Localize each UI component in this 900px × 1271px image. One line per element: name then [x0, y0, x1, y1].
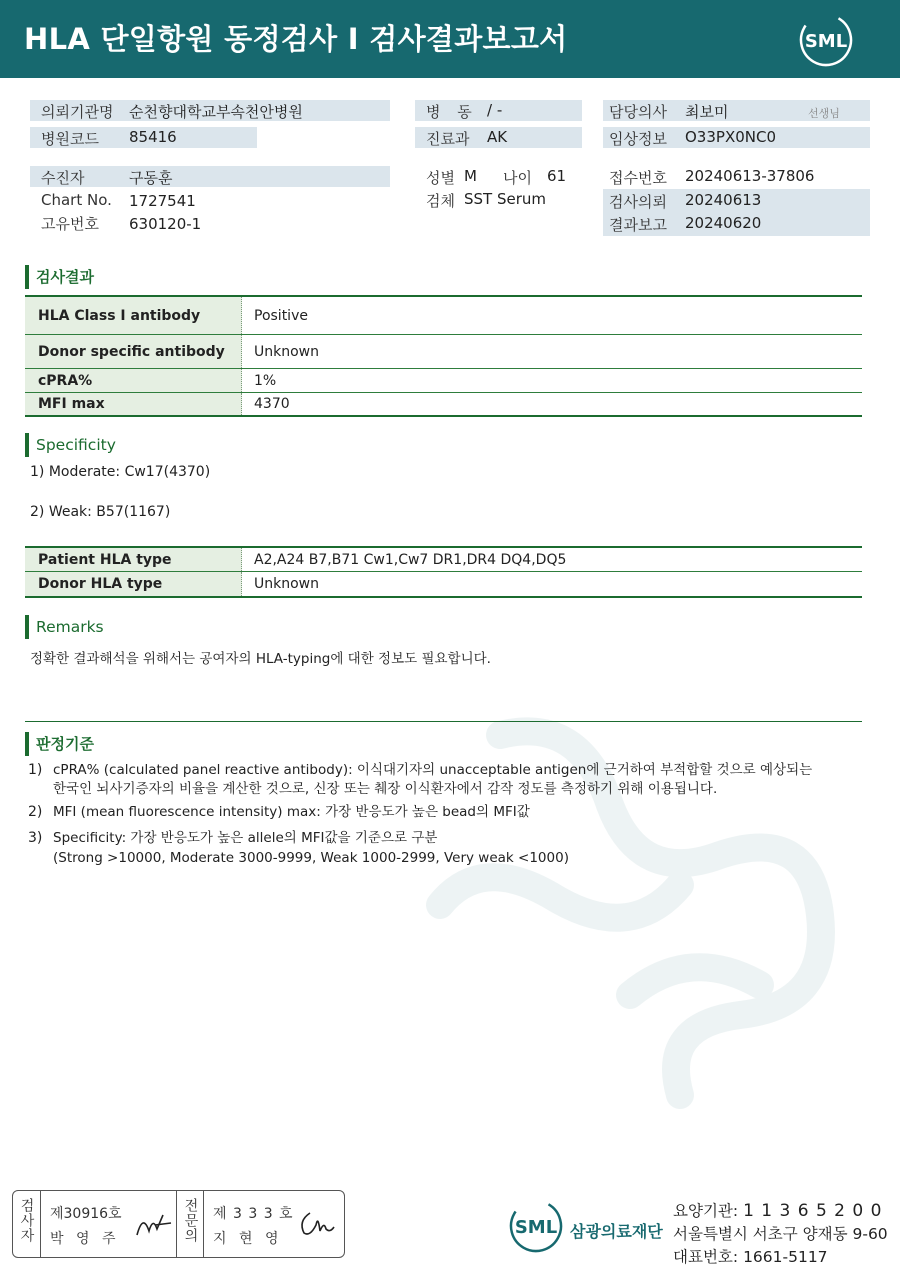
report-date-label: 결과보고 [609, 216, 667, 234]
criteria-num-3: 3) [28, 830, 43, 846]
watermark-cross-icon [380, 655, 880, 1125]
specificity-item-2: 2) Weak: B57(1167) [30, 504, 171, 520]
tester-number: 제30916호 [50, 1206, 122, 1222]
ward-label: 병 동 [426, 103, 478, 121]
specialist-number: 제 3 3 3 호 [213, 1206, 294, 1222]
hla-type-table [25, 546, 862, 598]
sex-label: 성별 [426, 169, 455, 187]
donor-hla-label: Donor HLA type [25, 572, 242, 596]
specialist-label: 전문의 [182, 1198, 199, 1243]
results-label-cpra: cPRA% [25, 369, 242, 392]
results-value-class1: Positive [254, 307, 308, 324]
tester-name: 박 영 주 [50, 1231, 120, 1247]
specificity-item-1: 1) Moderate: Cw17(4370) [30, 464, 211, 480]
specialist-name: 지 현 영 [213, 1231, 283, 1247]
tester-label: 검사자 [18, 1198, 35, 1243]
department-value: AK [487, 128, 508, 146]
chart-label: Chart No. [41, 191, 112, 209]
remarks-section-title: Remarks [25, 615, 104, 639]
footer-address: 서울특별시 서초구 양재동 9-60 [673, 1225, 888, 1243]
criteria-line-3a: Specificity: 가장 반응도가 높은 allele의 MFI값을 기준으로 구분 [53, 830, 438, 846]
specimen-label: 검체 [426, 192, 455, 210]
clinical-value: O33PX0NC0 [685, 128, 776, 146]
age-value: 61 [547, 167, 567, 185]
table-row [25, 297, 862, 335]
id-label: 고유번호 [41, 215, 99, 233]
criteria-section-title: 판정기준 [25, 732, 94, 756]
footer-sml-logo-icon [508, 1198, 564, 1254]
patient-value: 구동훈 [129, 169, 173, 187]
signature-box [12, 1190, 345, 1258]
institution-label: 의뢰기관명 [41, 103, 114, 121]
hospital-code-value: 85416 [129, 128, 177, 146]
criteria-line-1b: 한국인 뇌사기증자의 비율을 계산한 것으로, 신장 또는 췌장 이식환자에서 감작 정도를 측정하기 위해 이용됩니다. [53, 781, 718, 797]
table-row [25, 369, 862, 393]
footer-org-code: 1 1 3 6 5 2 0 0 [743, 1201, 883, 1221]
specialist-signature-icon [296, 1207, 336, 1239]
results-table [25, 295, 862, 417]
specimen-value: SST Serum [464, 190, 547, 208]
doctor-value: 최보미 [685, 103, 729, 121]
svg-text:SML: SML [514, 1217, 558, 1238]
footer-phone-row [673, 1245, 828, 1267]
hospital-code-label: 병원코드 [41, 130, 99, 148]
table-row [25, 335, 862, 369]
table-row [25, 548, 862, 572]
id-value: 630120-1 [129, 215, 202, 233]
receipt-value: 20240613-37806 [685, 167, 815, 185]
footer-phone: 1661-5117 [743, 1248, 828, 1266]
sml-logo-icon [798, 12, 854, 68]
footer-phone-label: 대표번호: [673, 1248, 739, 1266]
footer-org-code-label: 요양기관: [673, 1202, 739, 1220]
report-title: HLA 단일항원 동정검사 I 검사결과보고서 [24, 22, 568, 56]
section-divider [25, 721, 862, 722]
doctor-suffix: 선생님 [808, 107, 840, 120]
institution-value: 순천향대학교부속천안병원 [129, 103, 303, 121]
receipt-label: 접수번호 [609, 169, 667, 187]
patient-hla-value: A2,A24 B7,B71 Cw1,Cw7 DR1,DR4 DQ4,DQ5 [254, 551, 567, 568]
report-header [0, 0, 900, 78]
criteria-num-2: 2) [28, 804, 43, 820]
results-label-mfi: MFI max [25, 393, 242, 415]
criteria-line-1a: cPRA% (calculated panel reactive antibody): 이식대기자의 unacceptable antigen에 근거하여 부적합할 것으로 예상되는 [53, 762, 813, 778]
table-row [25, 393, 862, 415]
patient-label: 수진자 [41, 169, 85, 187]
results-label-class1: HLA Class I antibody [25, 297, 242, 334]
request-value: 20240613 [685, 191, 762, 209]
tester-signature-icon [133, 1209, 173, 1239]
donor-hla-value: Unknown [254, 576, 319, 592]
results-label-dsa: Donor specific antibody [25, 335, 242, 368]
doctor-label: 담당의사 [609, 103, 667, 121]
results-value-mfi: 4370 [254, 396, 290, 412]
sex-value: M [464, 167, 477, 185]
department-label: 진료과 [426, 130, 470, 148]
table-row [25, 572, 862, 596]
chart-value: 1727541 [129, 192, 196, 210]
criteria-line-2a: MFI (mean fluorescence intensity) max: 가장 반응도가 높은 bead의 MFI값 [53, 804, 530, 820]
results-value-dsa: Unknown [254, 343, 319, 360]
clinical-label: 임상정보 [609, 130, 667, 148]
request-label: 검사의뢰 [609, 193, 667, 211]
criteria-num-1: 1) [28, 762, 43, 778]
results-value-cpra: 1% [254, 372, 277, 389]
report-date-value: 20240620 [685, 214, 762, 232]
results-section-title: 검사결과 [25, 265, 94, 289]
footer-org-code-row [673, 1199, 882, 1221]
ward-value: / - [487, 101, 503, 119]
patient-hla-label: Patient HLA type [25, 548, 242, 571]
svg-text:SML: SML [804, 31, 848, 52]
remarks-text: 정확한 결과해석을 위해서는 공여자의 HLA-typing에 대한 정보도 필요합니다. [30, 651, 491, 667]
footer-org-name: 삼광의료재단 [570, 1222, 663, 1241]
specificity-section-title: Specificity [25, 433, 116, 457]
criteria-line-3b: (Strong >10000, Moderate 3000-9999, Weak 1000-2999, Very weak <1000) [53, 850, 569, 866]
age-label: 나이 [503, 169, 532, 187]
